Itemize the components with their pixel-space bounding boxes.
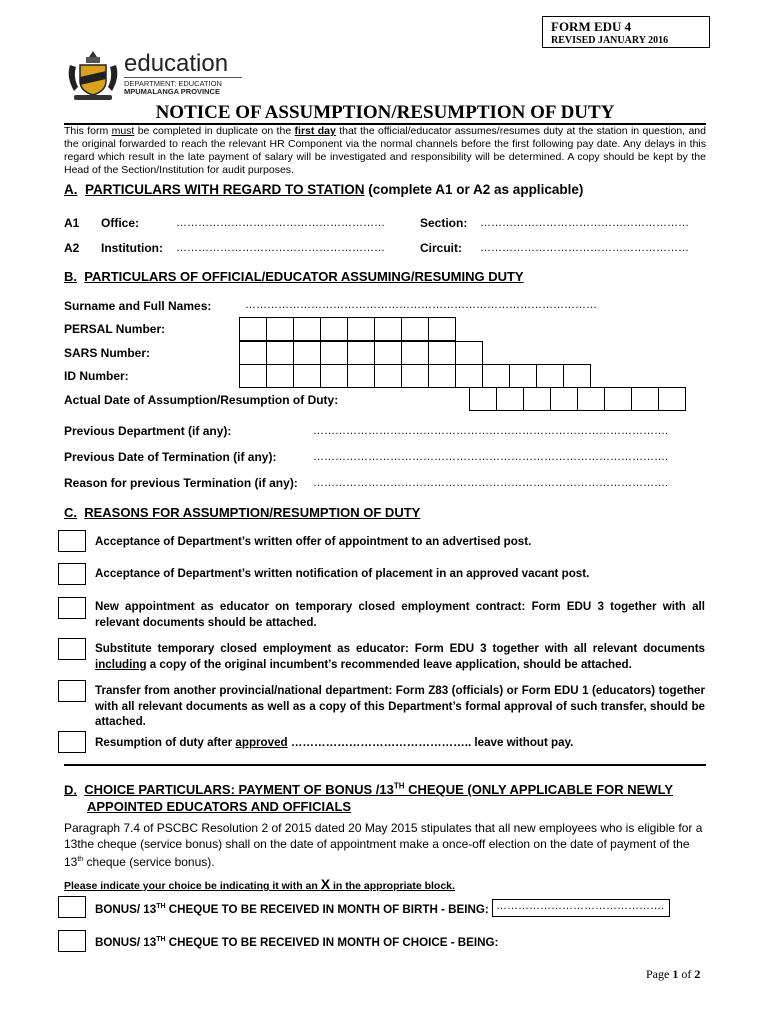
persal-digit-box[interactable] <box>266 317 294 341</box>
sars-digit-box[interactable] <box>347 341 375 365</box>
a1-code: A1 <box>64 216 80 230</box>
bonus-birth-checkbox[interactable] <box>58 896 86 918</box>
persal-digit-box[interactable] <box>374 317 402 341</box>
reason-term-label: Reason for previous Termination (if any): <box>64 476 298 490</box>
id-digit-box[interactable] <box>482 364 510 388</box>
persal-grid[interactable] <box>239 317 456 341</box>
a2-circuit-label: Circuit: <box>420 241 462 255</box>
reason-1-text: Acceptance of Department’s written offer of appointment to an advertised post. <box>95 535 532 548</box>
reason-6-checkbox[interactable] <box>58 731 86 753</box>
reason-4-checkbox[interactable] <box>58 638 86 660</box>
persal-digit-box[interactable] <box>347 317 375 341</box>
logo-rule <box>124 77 242 78</box>
bonus-choice-label: BONUS/ 13TH CHEQUE TO BE RECEIVED IN MONTH OF CHOICE - BEING: <box>95 936 499 949</box>
reason-5-text: Transfer from another provincial/national department: Form Z83 (officials) or Form EDU 1 (educators) together with all relevant documents as well as a copy of this Department’s formal approval of such transfer, should be attached. <box>95 684 705 728</box>
date-digit-box[interactable] <box>604 387 632 411</box>
id-digit-box[interactable] <box>347 364 375 388</box>
date-digit-box[interactable] <box>496 387 524 411</box>
section-d-heading: D. CHOICE PARTICULARS: PAYMENT OF BONUS /13TH CHEQUE (ONLY APPLICABLE FOR NEWLY APPOINTED EDUCATORS AND OFFICIALS <box>64 782 673 815</box>
sars-grid[interactable] <box>239 341 483 365</box>
intro-paragraph: This form must be completed in duplicate on the first day that the official/educator assumes/resumes duty at the station in question, and the original forwarded to reach the relevant HR Component via the normal channels before the first following pay date. Any delays in this regard which result in the late payment of salary will be investigated and responsibility will be determined. A copy should be kept by the Head of the Section/Institution for audit purposes. <box>64 125 706 176</box>
prev-term-field[interactable]: ……………………………………………………………………………………. <box>313 451 669 463</box>
section-c-heading: C. REASONS FOR ASSUMPTION/RESUMPTION OF DUTY <box>64 505 421 520</box>
date-grid[interactable] <box>469 387 686 411</box>
bonus-birth-label: BONUS/ 13TH CHEQUE TO BE RECEIVED IN MONTH OF BIRTH - BEING: <box>95 903 489 916</box>
id-digit-box[interactable] <box>455 364 483 388</box>
bonus-birth-field[interactable]: ………………………………………. <box>492 899 670 917</box>
surname-field[interactable]: …………………………………………………………………………………… <box>245 299 597 311</box>
date-digit-box[interactable] <box>658 387 686 411</box>
prev-dept-field[interactable]: ……………………………………………………………………………………. <box>313 425 669 437</box>
sars-digit-box[interactable] <box>239 341 267 365</box>
persal-digit-box[interactable] <box>320 317 348 341</box>
a1-section-label: Section: <box>420 216 468 230</box>
id-label: ID Number: <box>64 369 129 383</box>
sars-digit-box[interactable] <box>428 341 456 365</box>
id-digit-box[interactable] <box>374 364 402 388</box>
sars-digit-box[interactable] <box>266 341 294 365</box>
id-digit-box[interactable] <box>428 364 456 388</box>
date-digit-box[interactable] <box>631 387 659 411</box>
sars-digit-box[interactable] <box>293 341 321 365</box>
a1-section-field[interactable]: ………………………………………………… <box>480 217 689 229</box>
id-digit-box[interactable] <box>509 364 537 388</box>
form-revised: REVISED JANUARY 2016 <box>551 35 669 46</box>
id-digit-box[interactable] <box>563 364 591 388</box>
reason-6-text: Resumption of duty after approved ……………………………………….. leave without pay. <box>95 736 574 749</box>
reason-4-text: Substitute temporary closed employment as educator: Form EDU 3 together with all relevant documents including a copy of the original incumbent’s recommended leave application, should be attached. <box>95 642 705 671</box>
section-d-paragraph: Paragraph 7.4 of PSCBC Resolution 2 of 2015 dated 20 May 2015 stipulates that all new employees who is eligible for a 13the cheque (service bonus) shall on the date of appointment make a once-off election on the date of payment of the 13th cheque (service bonus). <box>64 821 703 869</box>
sars-label: SARS Number: <box>64 346 151 360</box>
a2-code: A2 <box>64 241 80 255</box>
date-digit-box[interactable] <box>577 387 605 411</box>
id-digit-box[interactable] <box>266 364 294 388</box>
reason-3-checkbox[interactable] <box>58 597 86 619</box>
section-b-heading: B. PARTICULARS OF OFFICIAL/EDUCATOR ASSUMING/RESUMING DUTY <box>64 269 524 284</box>
surname-label: Surname and Full Names: <box>64 299 212 313</box>
section-d-instruction: Please indicate your choice be indicating it with an X in the appropriate block. <box>64 876 455 892</box>
reason-2-checkbox[interactable] <box>58 563 86 585</box>
reason-3-text: New appointment as educator on temporary closed employment contract: Form EDU 3 together with all relevant documents should be attached. <box>95 600 705 629</box>
id-digit-box[interactable] <box>293 364 321 388</box>
a2-institution-label: Institution: <box>101 241 163 255</box>
a2-circuit-field[interactable]: ………………………………………………… <box>480 242 689 254</box>
persal-digit-box[interactable] <box>293 317 321 341</box>
id-digit-box[interactable] <box>320 364 348 388</box>
form-code-box <box>542 16 710 48</box>
section-a-heading: A. PARTICULARS WITH REGARD TO STATION (complete A1 or A2 as applicable) <box>64 182 584 197</box>
date-digit-box[interactable] <box>550 387 578 411</box>
prev-term-label: Previous Date of Termination (if any): <box>64 450 277 464</box>
date-label: Actual Date of Assumption/Resumption of Duty: <box>64 393 339 407</box>
a2-institution-field[interactable]: ………………………………………………… <box>176 242 385 254</box>
id-digit-box[interactable] <box>536 364 564 388</box>
sars-digit-box[interactable] <box>455 341 483 365</box>
page-title: NOTICE OF ASSUMPTION/RESUMPTION OF DUTY <box>155 102 615 123</box>
prev-dept-label: Previous Department (if any): <box>64 424 232 438</box>
reason-5-checkbox[interactable] <box>58 680 86 702</box>
sars-digit-box[interactable] <box>320 341 348 365</box>
persal-digit-box[interactable] <box>401 317 429 341</box>
page-number: Page 1 of 2 <box>646 967 701 981</box>
a1-office-field[interactable]: ………………………………………………… <box>176 217 385 229</box>
sars-digit-box[interactable] <box>374 341 402 365</box>
section-c-rule <box>64 764 706 766</box>
bonus-choice-checkbox[interactable] <box>58 930 86 952</box>
id-digit-box[interactable] <box>401 364 429 388</box>
persal-digit-box[interactable] <box>239 317 267 341</box>
date-digit-box[interactable] <box>469 387 497 411</box>
date-digit-box[interactable] <box>523 387 551 411</box>
a1-office-label: Office: <box>101 216 140 230</box>
logo-department: DEPARTMENT: EDUCATION <box>124 79 222 88</box>
reason-2-text: Acceptance of Department’s written notification of placement in an approved vacant post. <box>95 567 590 580</box>
id-digit-box[interactable] <box>239 364 267 388</box>
persal-label: PERSAL Number: <box>64 322 166 336</box>
form-code: FORM EDU 4 <box>551 19 632 34</box>
logo-province: MPUMALANGA PROVINCE <box>124 87 220 96</box>
sars-digit-box[interactable] <box>401 341 429 365</box>
persal-digit-box[interactable] <box>428 317 456 341</box>
logo-word: education <box>124 50 229 77</box>
coat-of-arms-logo <box>64 47 122 103</box>
reason-1-checkbox[interactable] <box>58 530 86 552</box>
reason-term-field[interactable]: ……………………………………………………………………………………. <box>313 477 669 489</box>
id-grid[interactable] <box>239 364 591 388</box>
